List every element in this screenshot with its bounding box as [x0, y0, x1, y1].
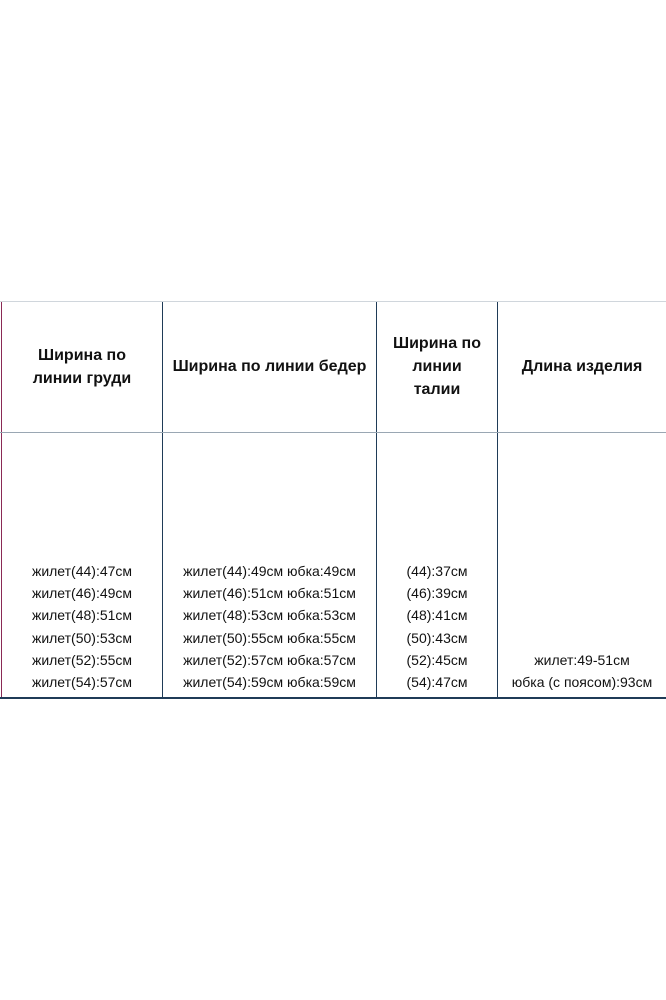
table-cell: жилет(48):51см — [31, 607, 133, 624]
table-cell: жилет(54):57см — [31, 673, 133, 690]
table-cell: (46):39см — [406, 585, 468, 602]
hip-width-column — [163, 560, 376, 693]
header-chest-width: Ширина по линии груди — [32, 346, 132, 387]
length-column — [498, 649, 666, 693]
table-bottom-border — [0, 697, 666, 699]
table-cell: жилет(50):53см — [31, 629, 133, 646]
header-waist-width: Ширина по линии талии — [393, 335, 481, 398]
table-cell: (48):41см — [406, 607, 468, 624]
table-cell: жилет(46):51см юбка:51см — [183, 585, 356, 602]
waist-width-column — [377, 560, 497, 693]
chest-width-column — [2, 560, 162, 693]
table-cell: жилет(54):59см юбка:59см — [183, 673, 356, 690]
table-cell: жилет(44):47см — [31, 563, 133, 579]
table-cell: жилет(50):55см юбка:55см — [183, 629, 356, 646]
table-cell: юбка (с поясом):93см — [511, 674, 653, 691]
table-cell: жилет(52):57см юбка:57см — [183, 651, 356, 668]
header-hip-width: Ширина по линии бедер — [172, 358, 367, 375]
table-cell: жилет(46):49см — [31, 585, 133, 602]
table-cell: жилет(48):53см юбка:53см — [183, 607, 356, 624]
table-cell: жилет:49-51см — [534, 652, 630, 668]
table-cell: (52):45см — [406, 651, 468, 668]
table-cell: (54):47см — [406, 673, 468, 690]
table-cell: (50):43см — [406, 629, 468, 646]
table-cell: жилет(44):49см юбка:49см — [183, 563, 356, 579]
table-cell: (44):37см — [406, 563, 468, 579]
table-cell: жилет(52):55см — [31, 651, 133, 668]
header-length: Длина изделия — [521, 358, 643, 375]
